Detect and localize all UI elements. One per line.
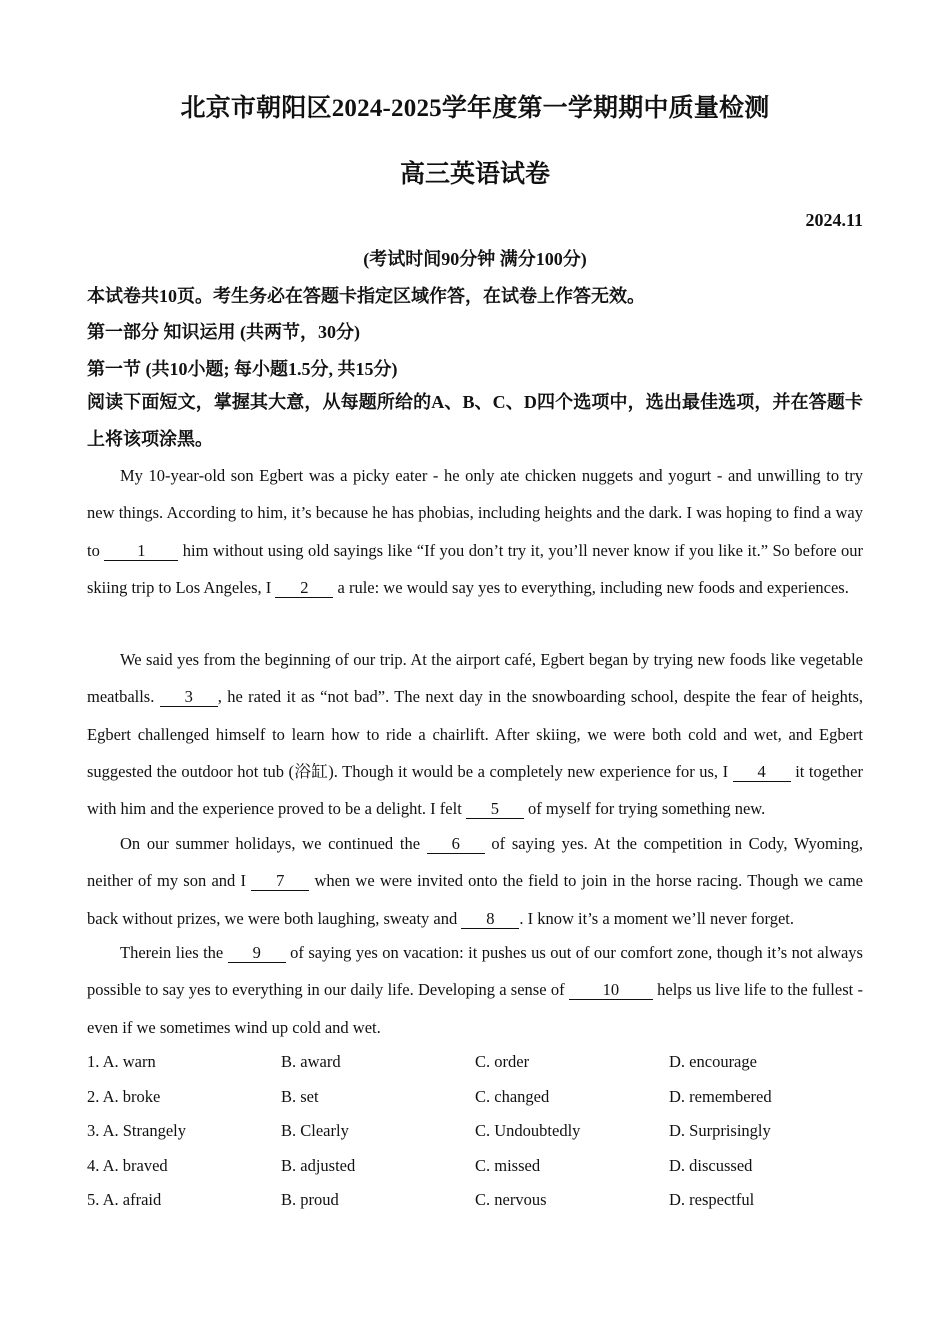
option-row-3 [87, 1121, 863, 1156]
option-a: 5. A. afraid [87, 1190, 162, 1210]
blank-1: 1 [104, 542, 178, 561]
answer-options [87, 1052, 863, 1225]
option-d: D. remembered [669, 1086, 772, 1106]
passage-paragraph-1 [87, 457, 863, 606]
option-d: D. respectful [669, 1190, 755, 1210]
passage-paragraph-2 [87, 641, 863, 827]
passage-text: My 10-year-old son Egbert was a picky eater - he only ate chicken nuggets and yogurt - and unwilling to try new things. According to him, it’s because he has phobias, including heights and the dark. I was hoping to find a way to [87, 466, 863, 560]
option-a: 2. A. broke [87, 1086, 161, 1106]
passage-paragraph-4 [87, 934, 863, 1046]
option-c: C. changed [475, 1086, 550, 1106]
blank-8: 8 [461, 910, 519, 929]
option-a: 4. A. braved [87, 1155, 168, 1175]
option-a: 1. A. warn [87, 1052, 156, 1071]
blank-6: 6 [427, 835, 485, 854]
option-b: B. Clearly [281, 1121, 349, 1141]
passage-text: On our summer holidays, we continued the [120, 834, 427, 853]
passage-text: , he rated it as “not bad”. The next day in the snowboarding school, despite the fear of heights, Egbert challenged himself to learn how to ride a chairlift. After skiing, we were both cold and wet, and Egbert suggested the outdoor hot tub (浴缸). Though it would be a completely new experience for us, I [87, 687, 863, 781]
option-a: 3. A. Strangely [87, 1121, 186, 1141]
passage-text: him without using old sayings like “If you don’t try it, you’ll never know if you like it.” So before our skiing trip to Los Angeles, I [87, 540, 863, 597]
option-d: D. encourage [669, 1052, 757, 1071]
blank-3: 3 [160, 688, 218, 707]
option-row-5 [87, 1190, 863, 1225]
blank-4: 4 [733, 763, 791, 782]
option-c: C. missed [475, 1155, 541, 1175]
passage-paragraph-3 [87, 825, 863, 937]
passage-text: of myself for trying something new. [523, 799, 766, 819]
option-c: C. nervous [475, 1190, 547, 1210]
option-b: B. set [281, 1086, 319, 1106]
blank-2: 2 [275, 579, 333, 598]
passage-text: of saying yes on vacation: it pushes us out of our comfort zone, though it’s not always possible to say yes to everything in our daily life. Developing a sense of [87, 943, 863, 1000]
passage-text: . I know it’s a moment we’ll never forget. [519, 908, 794, 928]
option-b: B. adjusted [281, 1155, 356, 1175]
exam-subtitle: 高三英语试卷 [399, 161, 550, 188]
option-b: B. award [281, 1052, 341, 1071]
passage-text: of saying yes. At the competition in Cody, Wyoming, neither of my son and I [87, 834, 863, 891]
pages-note: 本试卷共10页。考生务必在答题卡指定区域作答，在试卷上作答无效。 [87, 286, 645, 306]
passage-text: Therein lies the [120, 943, 228, 962]
passage-text: it together with him and the experience proved to be a delight. I felt [87, 761, 863, 819]
option-c: C. Undoubtedly [475, 1121, 581, 1141]
exam-title: 北京市朝阳区2024-2025学年度第一学期期中质量检测 [180, 95, 770, 122]
option-c: C. order [475, 1052, 530, 1071]
blank-10: 10 [569, 981, 653, 1000]
passage-text: when we were invited onto the field to join in the horse racing. Though we came back without prizes, we were both laughing, sweaty and [87, 871, 864, 928]
option-d: D. Surprisingly [669, 1121, 771, 1141]
exam-time-info: (考试时间90分钟 满分100分) [363, 249, 587, 269]
passage-text: helps us live life to the fullest - even if we sometimes wind up cold and wet. [87, 980, 863, 1037]
option-d: D. discussed [669, 1155, 753, 1175]
option-row-2 [87, 1087, 863, 1122]
directions: 阅读下面短文，掌握其大意，从每题所给的A、B、C、D四个选项中，选出最佳选项，并在答题卡上将该项涂黑。 [87, 392, 863, 449]
part-one-heading: 第一部分 知识运用 (共两节，30分) [87, 322, 360, 342]
option-row-1 [87, 1052, 863, 1087]
exam-date: 2024.11 [805, 210, 863, 230]
blank-7: 7 [251, 872, 309, 891]
section-one-heading: 第一节 (共10小题; 每小题1.5分, 共15分) [87, 359, 398, 379]
blank-5: 5 [466, 800, 524, 819]
option-b: B. proud [281, 1190, 339, 1210]
blank-9: 9 [228, 944, 286, 963]
passage-text: We said yes from the beginning of our trip. At the airport café, Egbert began by trying new foods like vegetable meatballs. [87, 650, 863, 707]
passage-text: a rule: we would say yes to everything, including new foods and experiences. [333, 577, 849, 597]
option-row-4 [87, 1156, 863, 1191]
